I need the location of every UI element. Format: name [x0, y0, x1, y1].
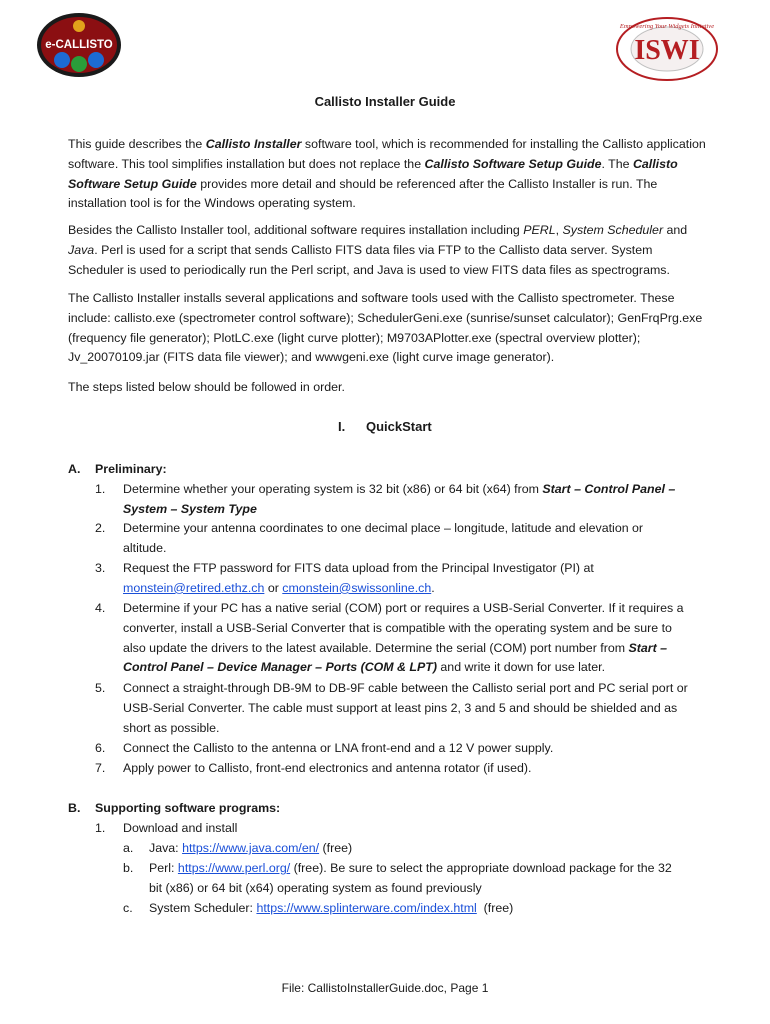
list-item-number: 4.: [95, 601, 106, 615]
scheduler-download-link[interactable]: https://www.splinterware.com/index.html: [256, 901, 477, 915]
section-numeral: I.: [338, 419, 346, 434]
section-title: QuickStart: [366, 419, 432, 434]
intro-paragraph-1: This guide describes the Callisto Installer software tool, which is recommended for installing the Callisto application software. This tool simplifies installation but does not replace the Callisto Software Setup Guide. The Callisto Software Setup Guide provides more detail and should be referenced after the Callisto Installer is run. The installation tool is for the Windows operating system.: [68, 137, 706, 211]
sub-item: Perl: https://www.perl.org/ (free). Be sure to select the appropriate download package for the 32 bit (x86) or 64 bit (x64) operating system as found previously: [149, 861, 672, 895]
list-item: Determine your antenna coordinates to one decimal place – longitude, latitude and elevation or altitude.: [123, 521, 644, 555]
iswi-logo-arc-text: Empowering Your Widgets Initiative: [619, 23, 715, 30]
section-b-title: Supporting software programs:: [95, 801, 281, 815]
list-item-number: 3.: [95, 561, 106, 575]
e-callisto-logo-text: e-CALLISTO: [45, 39, 113, 51]
list-item: Apply power to Callisto, front-end electronics and antenna rotator (if used).: [123, 761, 532, 775]
pi-email-link-2[interactable]: cmonstein@swissonline.ch: [282, 580, 432, 595]
perl-download-link[interactable]: https://www.perl.org/: [177, 861, 291, 875]
section-b-label: B.: [68, 801, 81, 815]
page-title: Callisto Installer Guide: [314, 94, 456, 109]
sub-item: System Scheduler: https://www.splinterware.com/index.html (free): [149, 901, 514, 915]
intro-paragraph-4: The steps listed below should be followed in order.: [68, 380, 345, 394]
sub-item: Java: https://www.java.com/en/ (free): [149, 841, 353, 855]
section-a-label: A.: [68, 462, 81, 476]
iswi-logo-text: ISWI: [634, 35, 700, 66]
list-item: Request the FTP password for FITS data upload from the Principal Investigator (PI) at monstein@retired.ethz.ch or cmonstein@swissonline.ch.: [123, 561, 594, 595]
section-a-title: Preliminary:: [95, 462, 167, 476]
sub-item-letter: b.: [123, 861, 134, 875]
intro-paragraph-2: Besides the Callisto Installer tool, additional software requires installation including PERL, System Scheduler and Java. Perl is used for a script that sends Callisto FITS data files via FTP to the Callisto data server. System Scheduler is used to periodically run the Perl script, and Java is used to view FITS data files as spectrograms.: [68, 223, 688, 277]
list-item: Determine whether your operating system is 32 bit (x86) or 64 bit (x64) from Start – Control Panel – System – System Type: [123, 482, 676, 516]
list-item-number: 7.: [95, 761, 106, 775]
list-item-number: 1.: [95, 821, 106, 835]
list-item: Connect the Callisto to the antenna or LNA front-end and a 12 V power supply.: [123, 741, 554, 755]
iswi-logo: [614, 16, 720, 82]
list-item: Connect a straight-through DB-9M to DB-9F cable between the Callisto serial port and PC serial port or USB-Serial Converter. The cable must support at least pins 2, 3 and 5 and should be shielded and as short as possible.: [123, 681, 688, 735]
list-item: Determine if your PC has a native serial (COM) port or requires a USB-Serial Converter. If it requires a converter, install a USB-Serial Converter that is compatible with the operating system and be sure to also update the drivers to the latest available. Determine the serial (COM) port number from Start – Control Panel – Device Manager – Ports (COM & LPT) and write it down for use later.: [123, 601, 684, 675]
list-item-number: 6.: [95, 741, 106, 755]
pi-email-link-1[interactable]: monstein@retired.ethz.ch: [123, 580, 265, 595]
sub-item-letter: a.: [123, 841, 134, 855]
java-download-link[interactable]: https://www.java.com/en/: [182, 841, 320, 855]
intro-paragraph-3: The Callisto Installer installs several applications and software tools used with the Callisto spectrometer. These include: callisto.exe (spectrometer control software); SchedulerGeni.exe (sunrise/sunset calculator); GenFrqPrg.exe (frequency file generator); PlotLC.exe (light curve plotter); M9703APlotter.exe (spectral overview plotter); Jv_20070109.jar (FITS data file viewer); and wwwgeni.exe (light curve image generator).: [68, 291, 703, 365]
sub-item-letter: c.: [123, 901, 133, 915]
list-item-number: 2.: [95, 521, 106, 535]
list-item-number: 1.: [95, 482, 106, 496]
page-footer: File: CallistoInstallerGuide.doc, Page 1: [281, 981, 489, 995]
list-item: Download and install: [123, 821, 238, 835]
list-item-number: 5.: [95, 681, 106, 695]
e-callisto-logo: [36, 12, 122, 78]
